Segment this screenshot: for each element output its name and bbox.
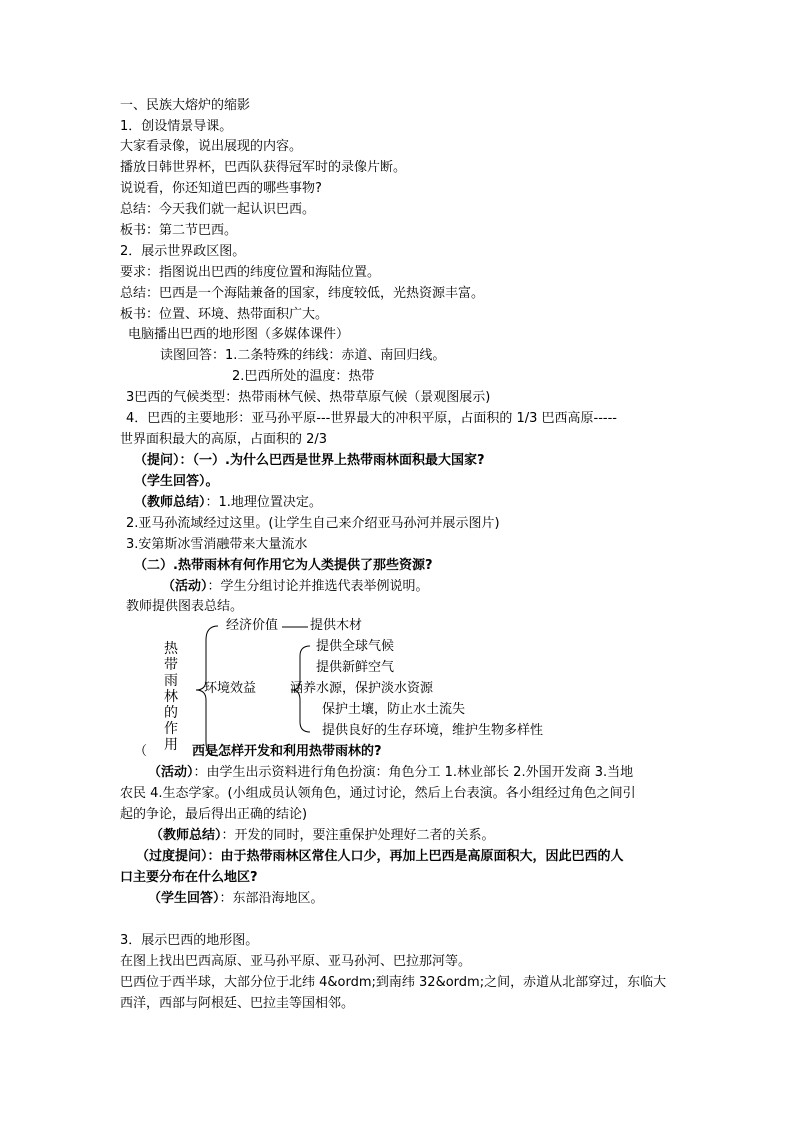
vertical-label-char: 作	[164, 721, 178, 737]
question-line	[136, 848, 624, 866]
economic-label: 经济价值	[226, 618, 279, 633]
text-line: 总结：今天我们就一起认识巴西。	[120, 202, 316, 217]
activity-tag: （活动）	[162, 579, 208, 594]
question-text: ：由于热带雨林区常住人口少，再加上巴西是高原面积大，因此巴西的人	[207, 849, 624, 864]
text-line: 说说看，你还知道巴西的哪些事物?	[120, 181, 322, 196]
text-line: 播放日韩世界杯，巴西队获得冠军时的录像片断。	[120, 160, 407, 175]
text-line: 2．展示世界政区图。	[120, 244, 246, 259]
vertical-label-char: 带	[164, 657, 178, 673]
text-line: 读图回答：1.二条特殊的纬线：赤道、南回归线。	[160, 348, 446, 363]
env-brace	[292, 646, 310, 732]
economic-item: 提供木材	[310, 618, 363, 633]
env-item: 保护土壤，防止水土流失	[322, 702, 466, 717]
section-title: 3．展示巴西的地形图。	[120, 933, 259, 948]
text-line: 世界面积最大的高原，占面积的 2/3	[120, 432, 328, 447]
main-brace	[196, 626, 218, 756]
text-line: 电脑播出巴西的地形图（多媒体课件）	[128, 327, 350, 342]
question-line: （二）.热带雨林有何作用它为人类提供了那些资源?	[134, 558, 433, 573]
text-line: 教师提供图表总结。	[126, 599, 244, 614]
question-text: 西是怎样开发和利用热带雨林的?	[192, 744, 382, 759]
text-line: 西洋，西部与阿根廷、巴拉圭等国相邻。	[120, 996, 355, 1011]
activity-text: ：由学生出示资料进行角色扮演：角色分工 1.林业部长 2.外国开发商 3.当地	[193, 765, 634, 780]
env-item: 提供新鲜空气	[316, 660, 395, 675]
text-line: 农民 4.生态学家。(小组成员认领角色，通过讨论，然后上台表演。各小组经过角色之间引	[120, 786, 636, 801]
section-heading: 一、民族大熔炉的缩影	[120, 98, 251, 113]
environment-label: 环境效益	[204, 681, 257, 696]
summary-tag: （教师总结）	[150, 828, 222, 843]
answer-tag: （学生回答）	[148, 891, 220, 906]
summary-tag: （教师总结）	[134, 495, 206, 510]
answer-text: ：东部沿海地区。	[219, 891, 324, 906]
activity-line	[148, 764, 633, 782]
text-line: 3.安第斯冰雪消融带来大量流水	[126, 537, 308, 552]
question-lead: （	[134, 744, 148, 759]
text-line: 板书：位置、环境、热带面积广大。	[120, 307, 329, 322]
summary-line	[150, 827, 495, 845]
question-line	[134, 743, 147, 761]
activity-tag: （活动）	[148, 765, 194, 780]
vertical-label-char: 的	[164, 705, 178, 721]
env-item: 提供全球气候	[316, 639, 395, 654]
text-line: 要求：指图说出巴西的纬度位置和海陆位置。	[120, 265, 381, 280]
question-text: 口主要分布在什么地区?	[120, 870, 258, 885]
text-line: 总结：巴西是一个海陆兼备的国家，纬度较低，光热资源丰富。	[120, 286, 485, 301]
summary-text: ：1.地理位置决定。	[205, 495, 322, 510]
text-line: 4．巴西的主要地形：亚马孙平原---世界最大的冲积平原，占面积的 1/3 巴西高原-----	[126, 411, 617, 426]
text-line: 大家看录像，说出展现的内容。	[120, 139, 303, 154]
activity-text: ：学生分组讨论并推选代表举例说明。	[207, 579, 429, 594]
text-line: 2.亚马孙流域经过这里。(让学生自己来介绍亚马孙河并展示图片)	[126, 516, 500, 531]
question-tag: （过度提问）	[136, 849, 208, 864]
prompt-tag: （提问）：	[134, 453, 193, 468]
text-line: 在图上找出巴西高原、亚马孙平原、亚马孙河、巴拉那河等。	[120, 954, 472, 969]
question-text: （一）.为什么巴西是世界上热带雨林面积最大国家?	[192, 453, 485, 468]
text-line: 3巴西的气候类型：热带雨林气候、热带草原气候（景观图展示)	[126, 390, 491, 405]
vertical-label-char: 用	[164, 737, 178, 753]
text-line: 1．创设情景导课。	[120, 119, 233, 134]
text-line: 巴西位于西半球，大部分位于北纬 4&ordm;到南纬 32&ordm;之间，赤道从北部穿过，东临大	[120, 975, 667, 990]
summary-text: ：开发的同时，要注重保护处理好二者的关系。	[221, 828, 495, 843]
answer-line: （学生回答）。	[134, 474, 219, 489]
answer-line	[148, 890, 324, 908]
vertical-label-char: 林	[164, 689, 178, 705]
env-item: 涵养水源，保护淡水资源	[290, 681, 434, 696]
vertical-label-char: 热	[164, 641, 178, 657]
vertical-label-char: 雨	[164, 673, 178, 689]
text-line: 板书：第二节巴西。	[120, 223, 238, 238]
env-item: 提供良好的生存环境，维护生物多样性	[322, 723, 544, 738]
text-line: 起的争论，最后得出正确的结论)	[120, 807, 308, 822]
text-line: 2.巴西所处的温度：热带	[232, 369, 375, 384]
